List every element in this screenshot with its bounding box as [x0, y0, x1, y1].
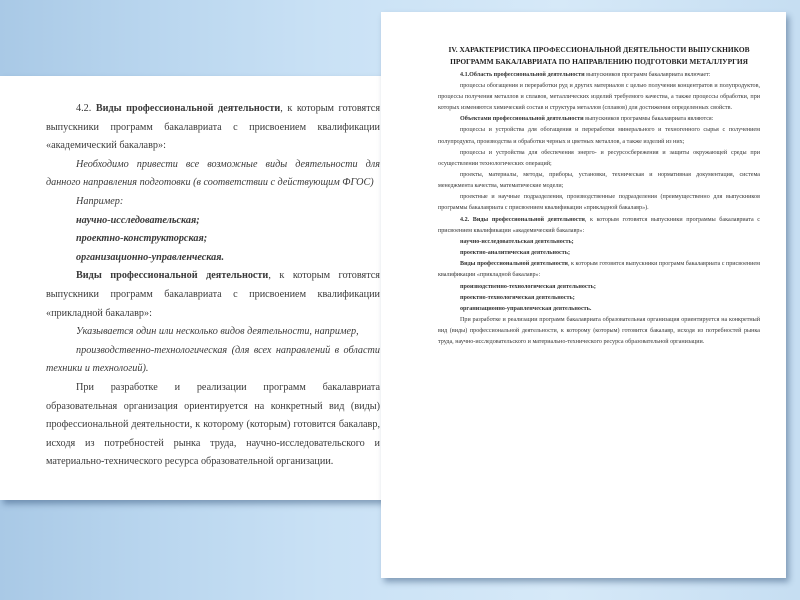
paragraph-text: , к которым готовятся выпускники программы бакалавриата с присвоением квалификации «академический бакалавр»: [438, 216, 760, 234]
instruction-note: Необходимо привести все возможные виды деятельности для данного направления подготовки (в соответствии с действующим ФГОС) [46, 158, 380, 189]
paragraph-final: При разработке и реализации программ бакалавриата образовательная организация ориентируется на конкретный вид (виды) профессиональной деятельности, к которому (которым) готовится бакалавр, исходя из потребностей рынка труда, научно-исследовательского и материально-технического ресурса образовательной организации. [438, 317, 760, 346]
list-item: проекты, материалы, методы, приборы, установки, техническая и нормативная документация, система менеджмента качества, математические модели; [438, 172, 760, 190]
paragraph-text: , к которым готовятся выпускники программ бакалавриата с присвоением квалификации «прикладной бакалавр»: [46, 270, 380, 319]
section-heading: 4.1.Область профессиональной деятельности [460, 71, 585, 78]
page-title: IV. ХАРАКТЕРИСТИКА ПРОФЕССИОНАЛЬНОЙ ДЕЯТЕЛЬНОСТИ ВЫПУСКНИКОВ ПРОГРАММ БАКАЛАВРИАТА ПО НАПРАВЛЕНИЮ ПОДГОТОВКИ МЕТАЛЛУРГИЯ [448, 45, 750, 66]
list-item: производственно-технологическая деятельность; [460, 283, 596, 290]
instruction-note: производственно-технологическая (для всех направлений в области техники и технологий). [46, 344, 380, 375]
left-paragraph-4-2 [46, 100, 380, 156]
example-item: проектно-конструкторская; [76, 233, 208, 245]
applied-paragraph [438, 259, 760, 281]
section-heading: Виды профессиональной деятельности [95, 103, 281, 114]
example-item: организационно-управленческая. [76, 251, 225, 263]
section-4-2 [438, 215, 760, 237]
list-item: процессы и устройства для обогащения и переработки минерального и техногенного сырья с получением полупродукта, производства и обработки черных и цветных металлов, а также изделий из них; [438, 127, 760, 145]
section-heading: Виды профессиональной деятельности [76, 270, 269, 282]
list-item: научно-исследовательская деятельность; [460, 238, 574, 245]
section-heading: Объектами профессиональной деятельности [460, 116, 584, 123]
right-document-page [381, 12, 786, 578]
list-item: проектные и научные подразделения, производственные подразделения (преимущественно для выпускников программы бакалавриата с присвоением квалификации «прикладной бакалавр»). [438, 194, 760, 212]
section-heading: Виды профессиональной деятельности [460, 261, 568, 268]
paragraph-text: процессы обогащения и переработки руд и других материалов с целью получения концентратов и полупродуктов, процессы получения металлов и сплавов, металлических изделий требуемого качества, а также процессы обработки, при которых изменяются химический состав и структура металлов (сплавов) для достижения определенных свойств. [438, 82, 760, 112]
list-item: организационно-управленческая деятельность. [460, 305, 592, 312]
paragraph-text: , к которым готовятся выпускники программ бакалавриата с присвоением квалификации «академический бакалавр»: [46, 103, 380, 152]
example-item: научно-исследовательская; [76, 214, 200, 226]
paragraph-text: выпускников программ бакалавриата включает: [584, 71, 711, 78]
left-paragraph-applied [46, 267, 380, 323]
instruction-note: Указывается один или несколько видов деятельности, например, [76, 326, 359, 338]
section-4-1 [438, 70, 760, 81]
left-document-page [0, 76, 412, 500]
objects-paragraph [438, 114, 760, 125]
list-item: проектно-технологическая деятельность; [460, 294, 575, 301]
example-label: Например: [76, 195, 124, 207]
section-number: 4.2. [76, 103, 92, 114]
list-item: процессы и устройства для обеспечения энерго- и ресурсосбережения и защиты окружающей среды при осуществлении технологических операций; [438, 149, 760, 167]
left-paragraph-final: При разработке и реализации программ бакалавриата образовательная организация ориентируется на конкретный вид (виды) профессиональной деятельности, к которому (которым) готовится бакалавр, исходя из потребностей рынка труда, научно-исследовательского и материально-технического ресурса образовательной организации. [46, 381, 380, 468]
paragraph-text: , к которым готовятся выпускники программ бакалавриата с присвоением квалификации «прикладной бакалавр»: [438, 261, 760, 279]
paragraph-text: выпускников программы бакалавриата являются: [583, 116, 714, 123]
section-heading: 4.2. Виды профессиональной деятельности [460, 216, 585, 223]
list-item: проектно-аналитическая деятельность; [460, 250, 570, 257]
